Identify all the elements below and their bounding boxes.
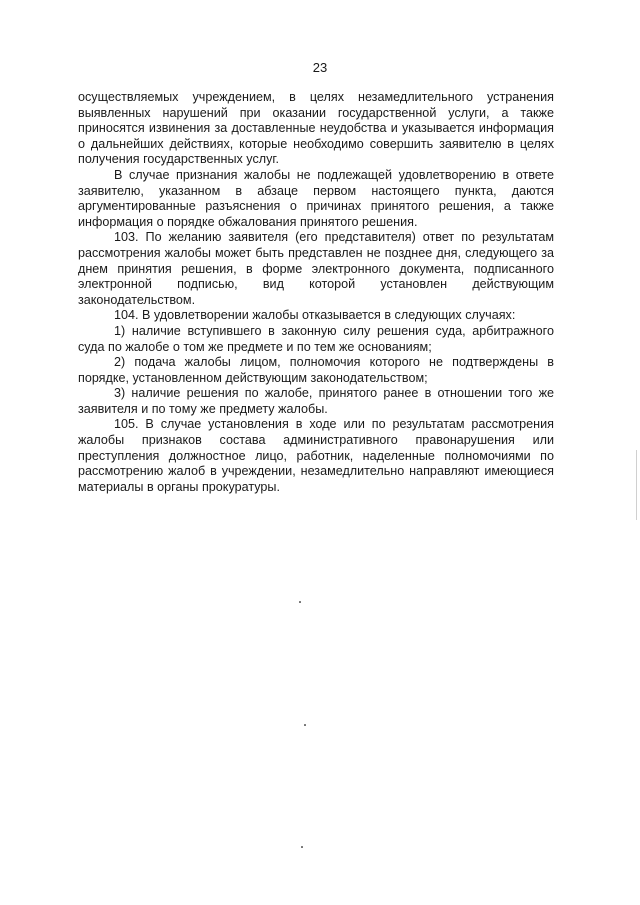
paragraph-105: 105. В случае установления в ходе или по результатам рассмотрения жалобы признаков состава административного правонарушения или преступления должностное лицо, работник, наделенные полномочиями по рассмотрению жалоб в учреждении, незамедлительно направляют имеющиеся материалы в органы прокуратуры. <box>78 417 554 494</box>
scan-edge-line <box>636 450 637 520</box>
document-body <box>78 90 554 495</box>
paragraph-104: 104. В удовлетворении жалобы отказывается в следующих случаях: <box>114 308 516 323</box>
scan-speck <box>299 601 301 603</box>
paragraph-2: В случае признания жалобы не подлежащей удовлетворению в ответе заявителю, указанном в абзаце первом настоящего пункта, даются аргументированные разъяснения о причинах принятого решения, а также информация о порядке обжалования принятого решения. <box>78 167 554 229</box>
scan-speck <box>304 724 306 726</box>
list-item-3: 3) наличие решения по жалобе, принятого ранее в отношении того же заявителя и по тому же предмету жалобы. <box>78 386 554 416</box>
list-item-1: 1) наличие вступившего в законную силу решения суда, арбитражного суда по жалобе о том же предмете и по тем же основаниям; <box>78 323 554 354</box>
scan-speck <box>301 846 303 848</box>
page-number: 23 <box>312 60 328 75</box>
paragraph-1: осуществляемых учреждением, в целях незамедлительного устранения выявленных нарушений при оказании государственной услуги, а также приносятся извинения за доставленные неудобства и указывается информация о дальнейших действиях, которые необходимо совершить заявителю в целях получения государственных услуг. <box>78 90 554 167</box>
paragraph-103: 103. По желанию заявителя (его представителя) ответ по результатам рассмотрения жалобы может быть представлен не позднее дня, следующего за днем принятия решения, в форме электронного документа, подписанного электронной подписью, вид которой установлен действующим законодательством. <box>78 230 554 307</box>
list-item-2: 2) подача жалобы лицом, полномочия которого не подтверждены в порядке, установленном действующим законодательством; <box>78 355 554 385</box>
